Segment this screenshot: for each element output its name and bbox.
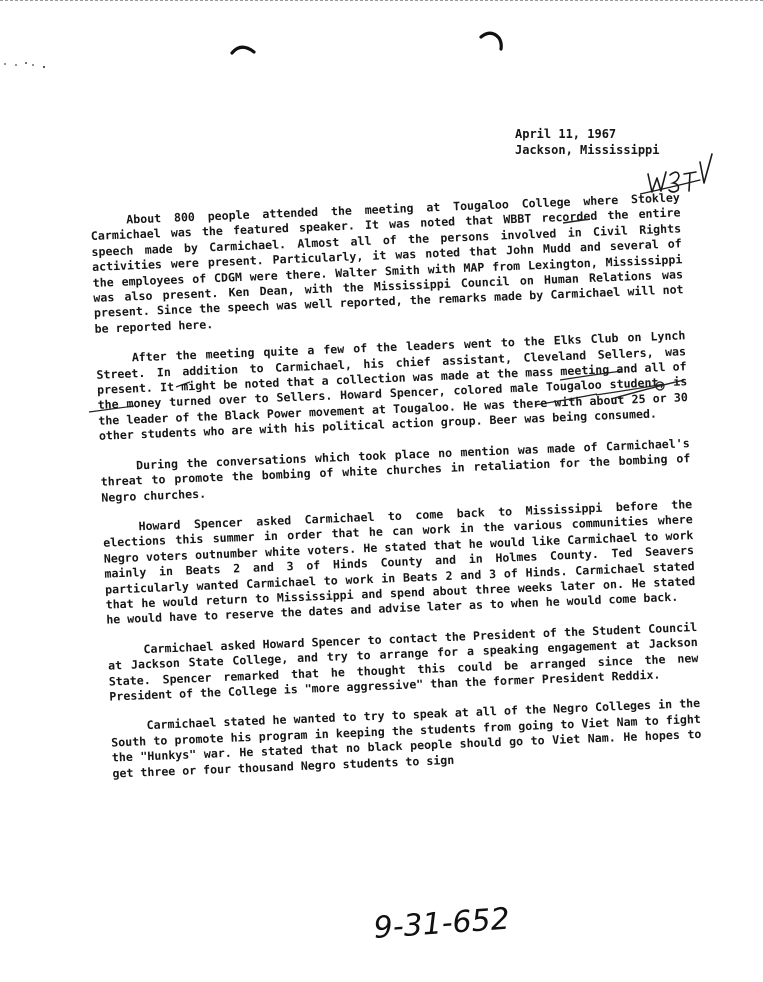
bracket-stroke — [611, 380, 684, 399]
paragraph-2: After the meeting quite a few of the leaders went to the Elks Club on Lynch Street. In addition to Carmichael, his chief assistant, Cleveland Sellers, was present. It might be noted that a collection was made at the mass meeting and all of the money turned over to Sellers. Howard Spencer, colored male Tougaloo student, is the leader of the Black Power movement at Tougaloo. He was there with about 25 or 30 other students who are with his political action group. Beer was being consumed. — [96, 328, 689, 444]
underline-mark-3 — [560, 371, 622, 380]
strike-through-mark — [563, 219, 590, 223]
place-text: Jackson, Mississippi — [515, 143, 660, 157]
underline-mark-1 — [176, 382, 190, 387]
paragraph-6: Carmichael stated he wanted to try to speak at all of the Negro Colleges in the South to promote his program in keeping the students from going to Viet Nam to fight the "Hunkys" war. He stated that no black people should go to Viet Nam. He hopes to get three or four thousand Negro students to sign — [110, 696, 702, 781]
file-number-text: 9-31-652 — [372, 901, 511, 946]
file-number-handwritten — [372, 900, 512, 946]
paragraph-3: During the conversations which took place no mention was made of Carmichael's threat to promote the bombing of white churches in retaliation for the bombing of Negro churches. — [100, 435, 691, 505]
underline-mark-2 — [535, 394, 597, 405]
date-text: April 11, 1967 — [515, 127, 617, 141]
paragraph-5: Carmichael asked Howard Spencer to contact the President of the Student Council at Jackson State College, and try to arrange for a speaking engagement at Jackson State. Spencer remarked that he thought this could be arranged since the new President of the College is "more aggressive" than the former President Reddix. — [107, 619, 699, 704]
underline-mark-5 — [89, 406, 134, 412]
paragraph-1: About 800 people attended the meeting at Tougaloo College where Stokley Carmichael was the featured speaker. It was noted that WBBT recorded the entire speech made by Carmichael. Almost all of the persons involved in Civil Rights activities were present. Particularly, it was noted that John Mudd and several of the employees of CDGM were there. Walter Smith with MAP from Lexington, Mississippi was also present. Ken Dean, with the Mississippi Council on Human Relations was present. Since the speech was well reported, the remarks made by Carmichael will not be reported here. — [90, 190, 684, 336]
paragraph-4: Howard Spencer asked Carmichael to come back to Mississippi before the elections this summer in order that he can work in the various communities where Negro voters outnumber white voters. He stated that he would like Carmichael to work mainly in Beats 2 and 3 of Hinds County and in Holmes County. Ted Seavers particularly wanted Carmichael to work in Beats 2 and 3 of Hinds. Carmichael stated that he would return to Mississippi and spend about three weeks later on. He stated he would have to reserve the dates and advise later as to when he would come back. — [102, 496, 696, 628]
